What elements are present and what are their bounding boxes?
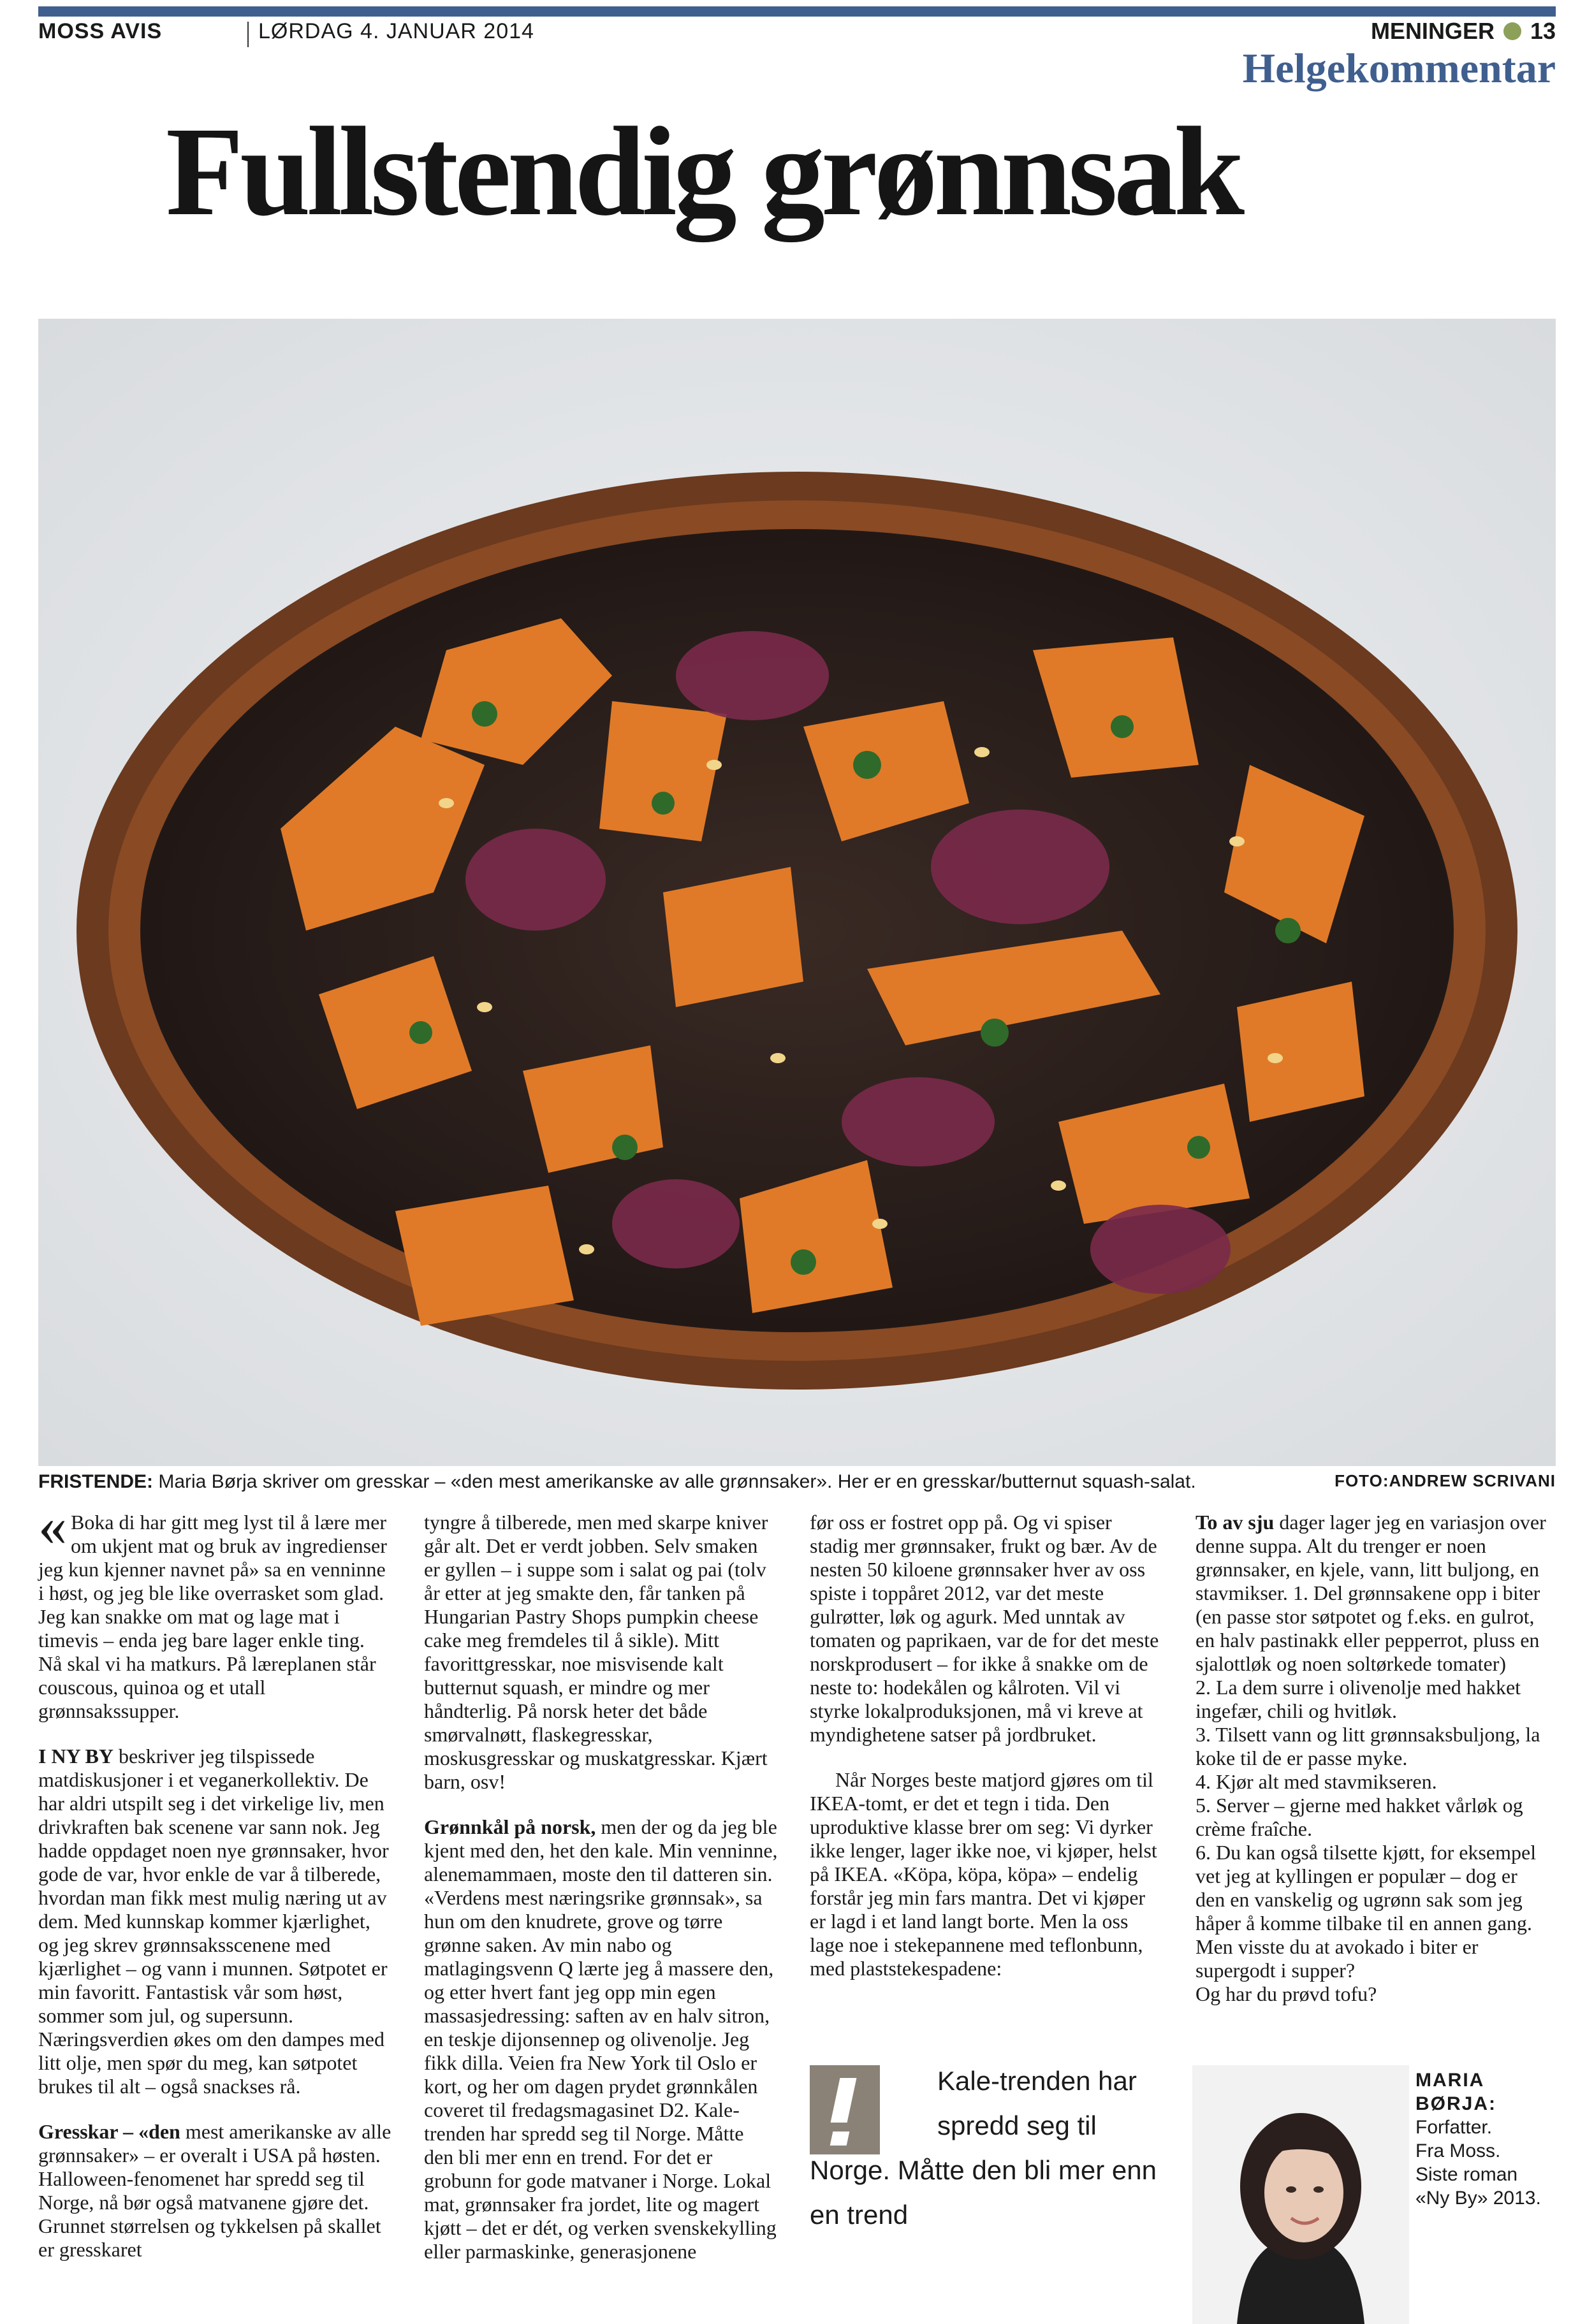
paragraph xyxy=(38,1495,392,1723)
paragraph-text: men der og da jeg ble kjent med den, het den kale. Min venninne, alenemammaen, moste den til datteren sin. «Verdens mest næringsrike grønnsak», sa hun om den knudrete, grove og tørre grønne saken. Av min nabo og matlagingsvenn Q lærte jeg å massere den, og etter hvert fant jeg opp min egen massasjedressing: saften av en halv sitron, en teskje dijonsennep og olivenolje. Jeg fikk dilla. Veien fra New York til Oslo er kort, og her om dagen prydet grønnkålen coveret til fredagsmagasinet D2. Kale-trenden har spredd seg til Norge. Måtte den bli mer enn en trend. For det er grobunn for gode matvaner i Norge. Lokal mat, grønnsaker fra jordet, lite og magert kjøtt – det er dét, og verken svenskekylling eller parmaskinke, generasjonene xyxy=(424,1815,778,2263)
paragraph-text: dager lager jeg en variasjon over denne suppa. Alt du trenger er noen grønnsaker, en kjele, vann, litt buljong, en stavmikser. 1. Del grønnsakene opp i biter (en passe stor søtpotet og f.eks. en gulrot, en halv pastinakk eller pepperrot, pluss en sjalottløk og noen soltørkede tomater) xyxy=(1196,1511,1546,1675)
recipe-step: 6. Du kan også tilsette kjøtt, for eksempel vet jeg at kyllingen er populær – dog er den en vanskelig og ugrønn sak som jeg håper å komme tilbake til en annen gang. Men visste du at avokado i biter er supergodt i supper? xyxy=(1196,1841,1537,1982)
paragraph-lead: Grønnkål på norsk, xyxy=(424,1815,596,1838)
masthead-divider xyxy=(247,22,249,47)
pull-quote xyxy=(810,2059,1167,2250)
recipe-step: 2. La dem surre i olivenolje med hakket ingefær, chili og hvitløk. xyxy=(1196,1676,1521,1722)
paragraph-lead: To av sju xyxy=(1196,1511,1275,1534)
author-avatar xyxy=(1192,2065,1409,2324)
paragraph: Når Norges beste matjord gjøres om til IKEA-tomt, er det et tegn i tida. Den uproduktive klasse brer om seg: Vi dyrker ikke lenger, lager ikke noe, vi kjøper, helst på IKEA. «Köpa, köpa, köpa» – endelig forstår jeg min fars mantra. Det vi kjøper er lagd i et land langt borte. Men la oss lage noe i stekepannene med teflonbunn, med plaststekespadene: xyxy=(810,1768,1157,1980)
dish-illustration xyxy=(38,319,1556,1466)
bio-line: Forfatter. xyxy=(1415,2117,1493,2138)
headline: Fullstendig grønnsak xyxy=(166,101,1241,242)
roasted-squash-salad-photo xyxy=(38,319,1556,1466)
paragraph-text: beskriver jeg tilspissede matdiskusjoner i et veganerkollektiv. De har aldri utspilt seg i det virkelige liv, men drivkraften bak scenene var sann nok. Jeg hadde oppdaget noen nye grønnsaker, hvor gode de var, hvor enkle de var å tilberede, hvordan man fikk mest mulig næring ut av dem. Med kunnskap kommer kjærlighet, og jeg skrev grønnsaksscenene med kjærlighet – og vann i munnen. Søtpotet er min favoritt. Fantastisk vår som høst, sommer som jul, og supersunn. Næringsverdien økes om den dampes med litt olje, men spør du meg, kan søtpotet brukes til alt – også snackses rå. xyxy=(38,1745,389,2098)
paper-name: MOSS AVIS xyxy=(38,19,163,43)
pull-quote-line: en trend xyxy=(810,2200,909,2230)
paragraph-lead: Gresskar – «den xyxy=(38,2120,180,2143)
recipe-closing: Og har du prøvd tofu? xyxy=(1196,1982,1377,2005)
paragraph-lead: I NY BY xyxy=(38,1745,113,1768)
paragraph: tyngre å tilberede, men med skarpe kniver går alt. Det er verdt jobben. Selv smaken er gyllen – i suppe som i salat og pai (tolv år etter at jeg smakte den, får tanken på Hungarian Pastry Shops pumpkin cheese cake meg fremdeles til å sikle). Mitt favorittgresskar, noe misvisende kalt butternut squash, er mindre og mer håndterlig. På norsk heter det både smørvalnøtt, flaskegresskar, moskusgresskar og muskatgresskar. Kjært barn, osv! xyxy=(424,1511,768,1793)
column-label: Helgekommentar xyxy=(1242,45,1556,92)
author-name: MARIA xyxy=(1415,2070,1485,2091)
bio-line: «Ny By» 2013. xyxy=(1415,2188,1541,2209)
recipe-step: 5. Server – gjerne med hakket vårløk og crème fraîche. xyxy=(1196,1794,1523,1840)
photo-caption xyxy=(38,1471,1556,1493)
paragraph xyxy=(38,1745,392,2098)
column-1 xyxy=(38,1495,392,2283)
pull-quote-line: Norge. Måtte den bli mer enn xyxy=(810,2155,1157,2185)
section-name: MENINGER xyxy=(1370,18,1495,44)
pull-quote-line: spredd seg til xyxy=(937,2110,1097,2140)
section-dot-icon xyxy=(1503,22,1521,40)
paragraph xyxy=(424,1815,778,2263)
masthead-rule xyxy=(38,6,1556,17)
opening-quote-mark: « xyxy=(38,1495,67,1558)
bio-line: Fra Moss. xyxy=(1415,2140,1501,2161)
author-bio xyxy=(1415,2068,1556,2210)
pull-quote-text xyxy=(810,2059,1167,2237)
column-2 xyxy=(424,1511,778,2285)
caption-lead: FRISTENDE: xyxy=(38,1471,153,1492)
author-name: BØRJA: xyxy=(1415,2093,1497,2114)
paragraph xyxy=(38,2120,392,2262)
author-portrait xyxy=(1192,2065,1409,2324)
paragraph: før oss er fostret opp på. Og vi spiser stadig mer grønnsaker, frukt og bær. Av de nesten 50 kiloene grønnsaker hver av oss spiste i toppåret 2012, var det meste gulrøtter, løk og agurk. Med unntak av tomaten og paprikaen, var de for det meste norskprodusert – for ikke å snakke om de neste to: hodekålen og kålroten. Vil vi styrke lokalproduksjonen, må vi kreve at myndighetene satser på jordbruket. xyxy=(810,1511,1159,1746)
photo-credit: FOTO:ANDREW SCRIVANI xyxy=(1334,1471,1556,1490)
recipe-step: 3. Tilsett vann og litt grønnsaksbuljong, la koke til de er passe myke. xyxy=(1196,1723,1540,1769)
section-header xyxy=(1371,18,1556,45)
bio-line: Siste roman xyxy=(1415,2164,1518,2185)
column-3 xyxy=(810,1511,1164,2002)
recipe-step: 4. Kjør alt med stavmikseren. xyxy=(1196,1770,1437,1793)
issue-date: LØRDAG 4. JANUAR 2014 xyxy=(258,19,534,43)
pull-quote-line: Kale-trenden har xyxy=(937,2066,1137,2096)
paragraph-text: Boka di har gitt meg lyst til å lære mer om ukjent mat og bruk av ingredienser jeg kun kjenner navnet på» sa en venninne i høst, og jeg ble like overrasket som glad. Jeg kan snakke om mat og lage mat i timevis – enda jeg bare lager enkle ting. Nå skal vi ha matkurs. På læreplanen står couscous, quinoa og et utall grønnsakssupper. xyxy=(38,1511,387,1722)
recipe-intro xyxy=(1196,1511,1549,1676)
column-4 xyxy=(1196,1511,1549,2006)
paragraph-text: mest amerikanske av alle grønnsaker» – er overalt i USA på høsten. Halloween-fenomenet har spredd seg til Norge, nå bør også matvanene gjøre det. Grunnet størrelsen og tykkelsen på skallet er gresskaret xyxy=(38,2120,391,2261)
page-number: 13 xyxy=(1530,18,1556,44)
caption-text: Maria Børja skriver om gresskar – «den mest amerikanske av alle grønnsaker». Her er en gresskar/butternut squash-salat. xyxy=(153,1471,1196,1492)
